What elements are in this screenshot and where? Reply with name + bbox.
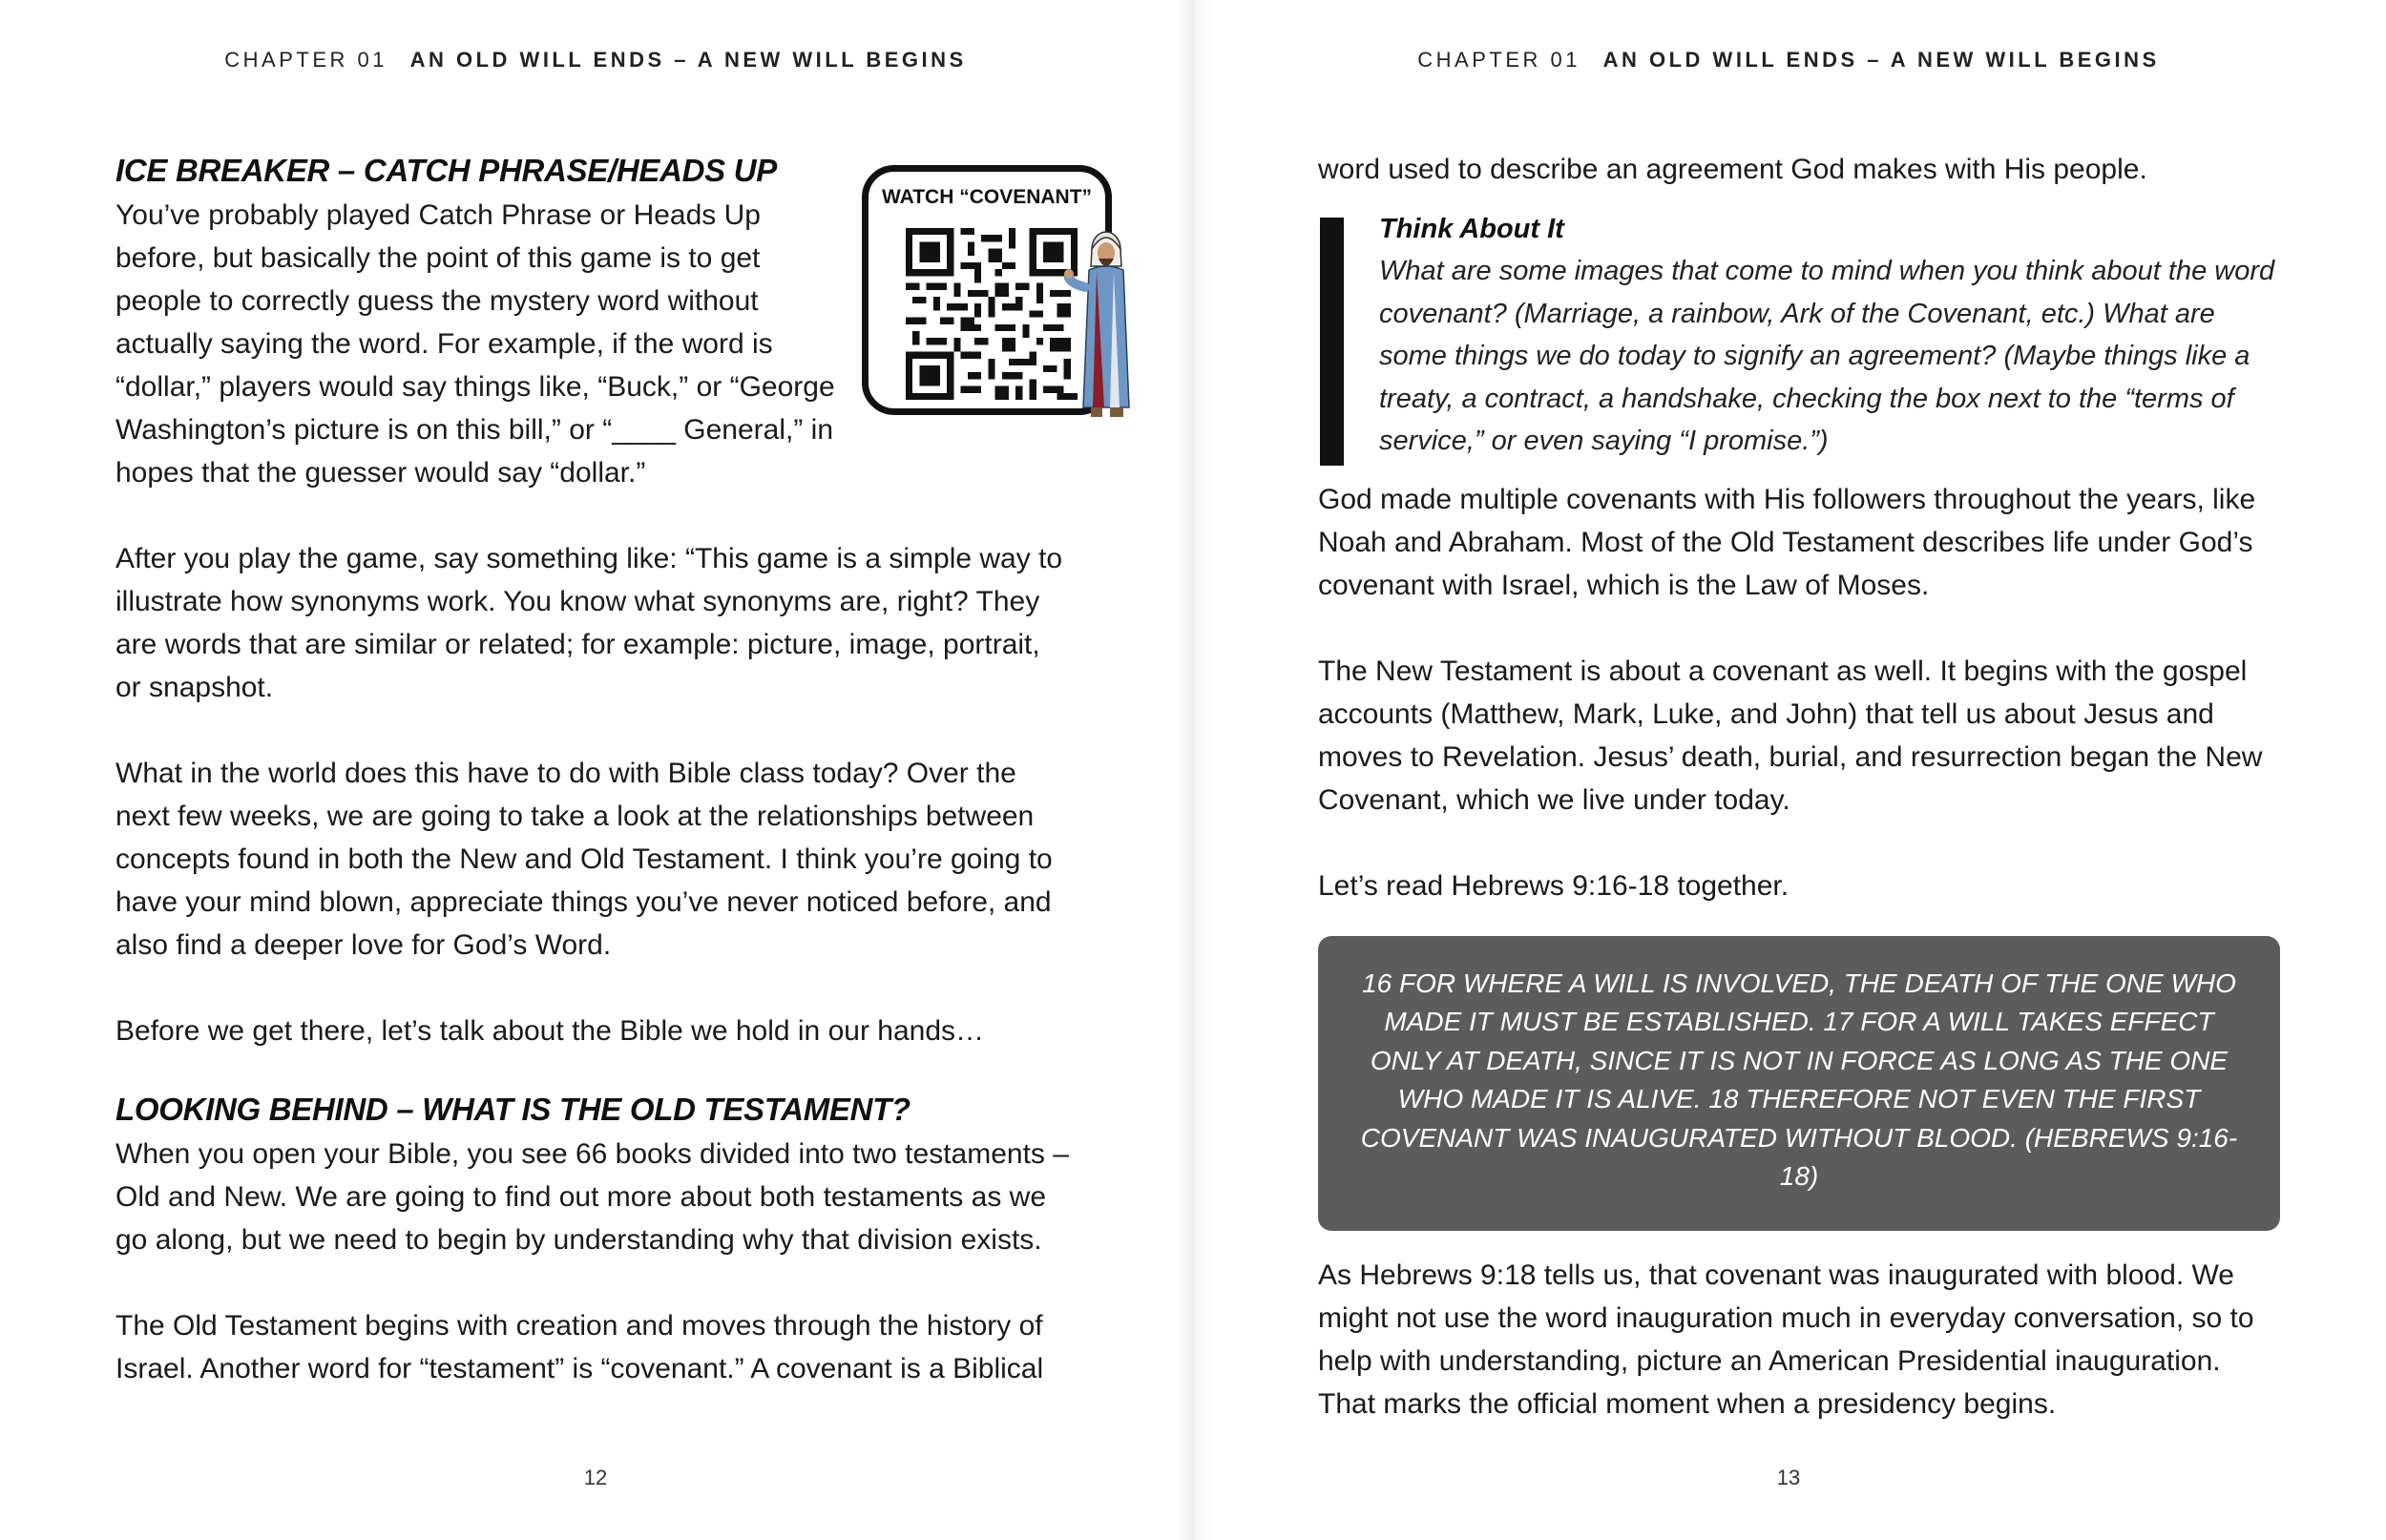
section-heading: LOOKING BEHIND – WHAT IS THE OLD TESTAMENT?: [115, 1092, 910, 1127]
icebreaker-paragraph: You’ve probably played Catch Phrase or Heads Up before, but basically the point of this game is to get people to correctly guess the mystery word without actually saying the word. For example, if the word is “dollar,” players would say things like, “Buck,” or “George Washington’s picture is on this bill,” or “____ General,” in hopes that the guesser would say “dollar.”: [115, 199, 835, 489]
scripture-quote-box: 16 FOR WHERE A WILL IS INVOLVED, THE DEATH OF THE ONE WHO MADE IT MUST BE ESTABLISHED. 17 FOR A WILL TAKES EFFECT ONLY AT DEATH, SINCE IT IS NOT IN FORCE AS LONG AS THE ONE WHO MADE IT IS ALIVE. 18 THEREFORE NOT EVEN THE FIRST COVENANT WAS INAUGURATED WITHOUT BLOOD. (HEBREWS 9:16-18): [1318, 936, 2280, 1231]
qr-label: WATCH “COVENANT”: [881, 186, 1093, 208]
running-head: [0, 48, 1191, 73]
left-content: [115, 148, 1093, 1390]
right-page: [1191, 0, 2386, 1540]
book-gutter-shadow: [1174, 0, 1212, 1540]
body-paragraph: As Hebrews 9:18 tells us, that covenant was inaugurated with blood. We might not use the word inauguration much in everyday conversation, so to help with understanding, picture an American Presidential inauguration. That marks the official moment when a presidency begins.: [1318, 1259, 2254, 1420]
icebreaker-heading: ICE BREAKER – CATCH PHRASE/HEADS UP: [115, 153, 777, 188]
chapter-title: AN OLD WILL ENDS – A NEW WILL BEGINS: [1602, 48, 2160, 72]
chapter-number: CHAPTER 01: [224, 48, 387, 72]
page-number: 12: [583, 1466, 608, 1489]
callout-body: What are some images that come to mind when you think about the word covenant? (Marriage, a rainbow, Ark of the Covenant, etc.) What are some things we do today to signify an agreement? (Maybe things like a treaty, a contract, a handshake, checking the box next to the “terms of service,” or even saying “I promise.”): [1379, 256, 2275, 457]
body-paragraph: When you open your Bible, you see 66 books divided into two testaments – Old and New. We are going to find out more about both testaments as we go along, but we need to begin by understanding why that division exists.: [115, 1138, 1069, 1256]
chapter-title: AN OLD WILL ENDS – A NEW WILL BEGINS: [409, 48, 967, 72]
body-paragraph: What in the world does this have to do with Bible class today? Over the next few weeks, we are going to take a look at the relationships between concepts found in both the New and Old Testament. I think you’re going to have your mind blown, appreciate things you’ve never noticed before, and also find a deeper love for God’s Word.: [115, 758, 1053, 961]
running-head: [1191, 48, 2386, 73]
body-paragraph: The New Testament is about a covenant as well. It begins with the gospel accounts (Matthew, Mark, Luke, and John) that tell us about Jesus and moves to Revelation. Jesus’ death, burial, and resurrection began the New Covenant, which we live under today.: [1318, 655, 2263, 816]
body-paragraph: The Old Testament begins with creation and moves through the history of Israel. Another word for “testament” is “covenant.” A covenant is a Biblical: [115, 1310, 1044, 1384]
continuation-paragraph: word used to describe an agreement God makes with His people.: [1318, 154, 2147, 185]
callout-bar: [1320, 218, 1344, 466]
body-paragraph: Let’s read Hebrews 9:16-18 together.: [1318, 869, 1790, 902]
left-page: [0, 0, 1191, 1540]
body-paragraph: After you play the game, say something like: “This game is a simple way to illustrate how synonyms work. You know what synonyms are, right? They are words that are similar or related; for example: picture, image, portrait, or snapshot.: [115, 543, 1063, 703]
body-paragraph: God made multiple covenants with His followers throughout the years, like Noah and Abraham. Most of the Old Testament describes life under God’s covenant with Israel, which is the Law of Moses.: [1318, 483, 2256, 601]
biblical-figure-icon: [1064, 220, 1141, 425]
qr-code-icon: [906, 228, 1078, 400]
page-number: 13: [1776, 1466, 1801, 1489]
callout-title: Think About It: [1379, 214, 1564, 244]
chapter-number: CHAPTER 01: [1417, 48, 1580, 72]
think-about-it-callout: [1320, 208, 2282, 463]
body-paragraph: Before we get there, let’s talk about the Bible we hold in our hands…: [115, 1015, 985, 1047]
right-content: [1318, 148, 2282, 1426]
watch-covenant-qr-card[interactable]: [862, 165, 1139, 432]
